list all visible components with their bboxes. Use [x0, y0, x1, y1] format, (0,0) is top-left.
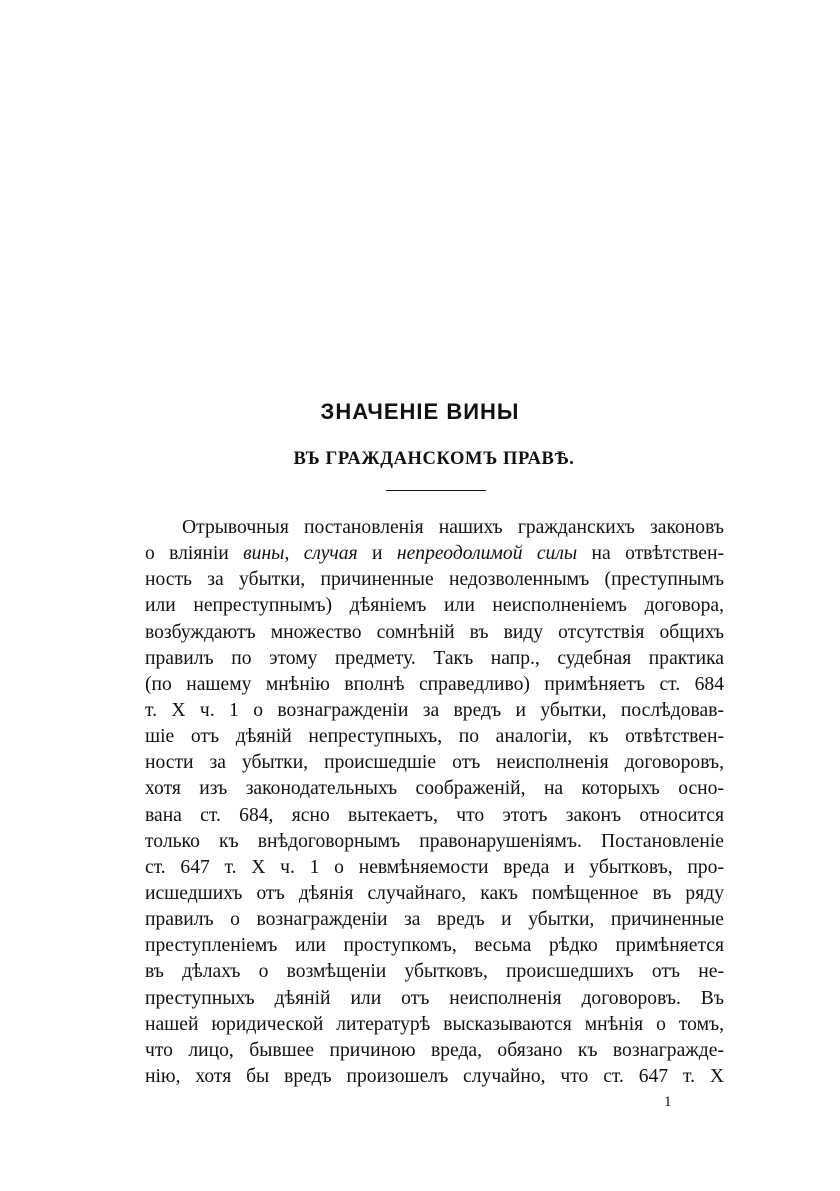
text-line-9: шіе отъ дѣяній непреступныхъ, по аналогіи, къ отвѣтствен- [145, 726, 724, 748]
body-paragraph [145, 515, 724, 1090]
text-line-22: нію, хотя бы вредъ произошелъ случайно, что ст. 647 т. X [145, 1065, 724, 1087]
text-line-17: преступленіемъ или проступкомъ, весьма рѣдко примѣняется [145, 935, 724, 957]
emphasis-guilt: вины [243, 543, 285, 565]
text-line-14: ст. 647 т. X ч. 1 о невмѣняемости вреда и убытковъ, про- [145, 856, 724, 878]
emphasis-force-majeure: непреодолимой силы [396, 543, 578, 565]
text-line-6: правилъ по этому предмету. Такъ напр., судебная практика [145, 647, 724, 669]
title-divider [386, 490, 486, 491]
text-line-12: вана ст. 684, ясно вытекаетъ, что этотъ законъ относится [145, 804, 724, 826]
text-line-4: или непреступнымъ) дѣяніемъ или неисполненіемъ договора, [145, 595, 724, 617]
text-line-18: въ дѣлахъ о возмѣщеніи убытковъ, происшедшихъ отъ не- [145, 961, 724, 983]
text-line-2 [145, 541, 724, 567]
text-line-5: возбуждаютъ множество сомнѣній въ виду отсутствія общихъ [145, 621, 724, 643]
text-line-10: ности за убытки, происшедшіе отъ неисполненія договоровъ, [145, 752, 724, 774]
text-segment: и [357, 543, 397, 565]
text-segment: , [284, 543, 304, 565]
text-line-15: исшедшихъ отъ дѣянія случайнаго, какъ помѣщенное въ ряду [145, 882, 724, 904]
text-line-19: преступныхъ дѣяній или отъ неисполненія договоровъ. Въ [145, 987, 724, 1009]
emphasis-chance: случая [303, 543, 358, 565]
text-line-13: только къ внѣдоговорнымъ правонарушеніямъ. Постановленіе [145, 830, 724, 852]
text-line-11: хотя изъ законодательныхъ соображеній, на которыхъ осно- [145, 778, 724, 800]
text-line-1: Отрывочныя постановленія нашихъ гражданскихъ законовъ [182, 517, 724, 538]
text-line-16: правилъ о вознагражденіи за вредъ и убытки, причиненные [145, 909, 724, 931]
text-segment: на отвѣтствен- [577, 543, 724, 565]
text-line-3: ность за убытки, причиненные недозволеннымъ (преступнымъ [145, 569, 724, 591]
chapter-subtitle: ВЪ ГРАЖДАНСКОМЪ ПРАВѢ. [293, 449, 575, 469]
text-line-21: что лицо, бывшее причиною вреда, обязано къ вознагражде- [145, 1039, 724, 1061]
text-line-8: т. X ч. 1 о вознагражденіи за вредъ и убытки, послѣдовав- [145, 699, 724, 721]
page-number: 1 [664, 1094, 672, 1110]
text-line-20: нашей юридической литературѣ высказываются мнѣнія о томъ, [145, 1013, 724, 1035]
text-segment: о вліяніи [145, 543, 244, 565]
chapter-title: ЗНАЧЕНІЕ ВИНЫ [320, 399, 520, 424]
text-line-7: (по нашему мнѣнію вполнѣ справедливо) примѣняетъ ст. 684 [145, 673, 724, 695]
